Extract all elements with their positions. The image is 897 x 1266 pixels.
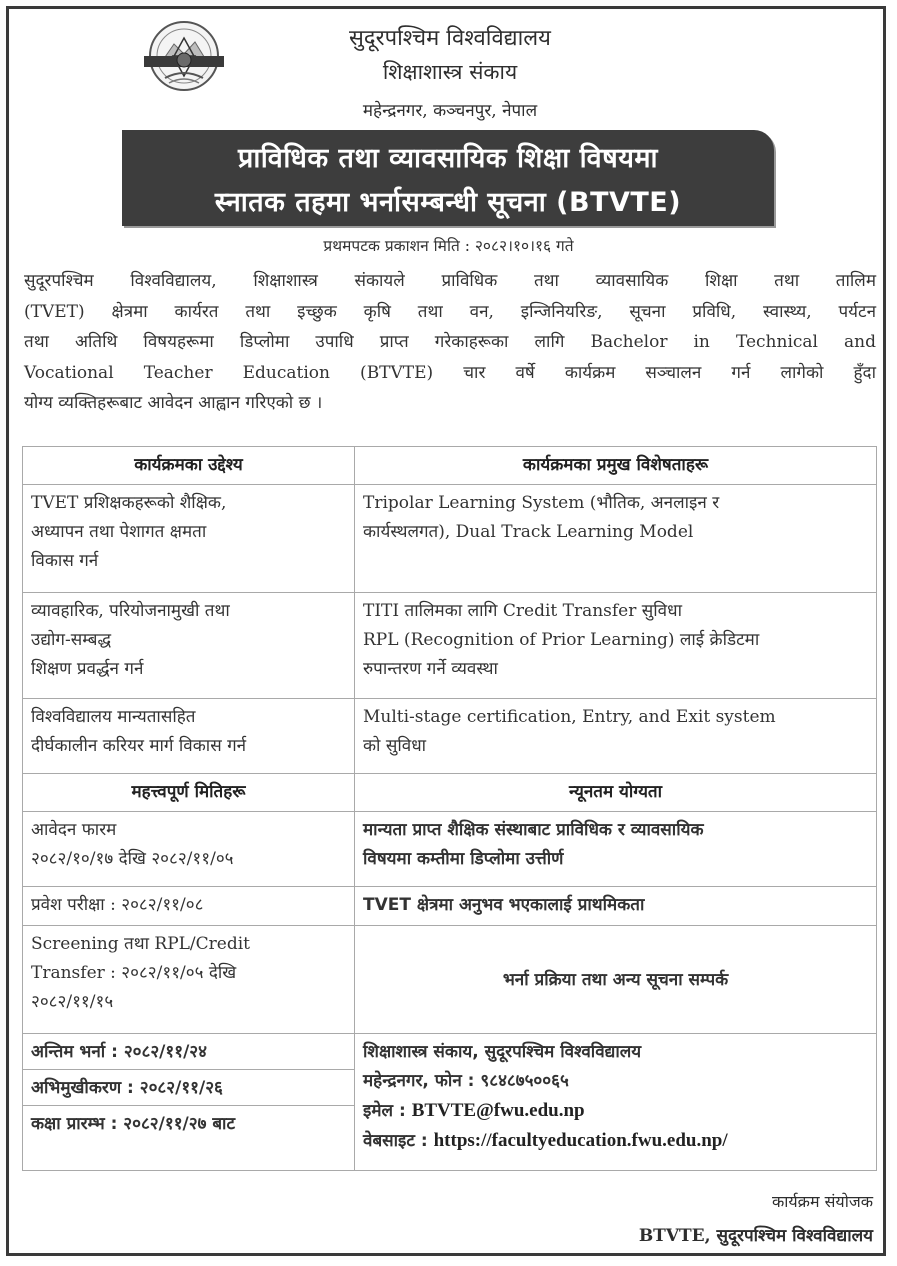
table-row <box>23 926 877 1034</box>
feature-item: Multi-stage certification, Entry, and Exit system को सुविधा <box>355 699 877 774</box>
table-row <box>23 699 877 774</box>
signatory-organization: BTVTE, सुदूरपश्चिम विश्वविद्यालय <box>638 1226 873 1246</box>
contact-phone: महेन्द्रनगर, फोन : ९८४८७५००६५ <box>363 1071 569 1091</box>
date-item-final-admission: अन्तिम भर्ना : २०८२/११/२४ <box>23 1034 355 1070</box>
date-item-screening: Screening तथा RPL/Credit Transfer : २०८२/११/०५ देखि २०८२/११/१५ <box>23 926 355 1034</box>
faculty-name: शिक्षाशास्त्र संकाय <box>382 60 518 84</box>
intro-line: (TVET) क्षेत्रमा कार्यरत तथा इच्छुक कृषि तथा वन, इन्जिनियरिङ, सूचना प्रविधि, स्वास्थ्य, पर्यटन <box>24 301 876 322</box>
important-dates-heading: महत्त्वपूर्ण मितिहरू <box>23 774 355 812</box>
publication-date: प्रथमपटक प्रकाशन मिति : २०८२।१०।१६ गते <box>323 237 574 255</box>
email-link[interactable]: BTVTE@fwu.edu.np <box>411 1100 585 1121</box>
table-row <box>23 812 877 887</box>
objectives-heading: कार्यक्रमका उद्देश्य <box>23 447 355 485</box>
notice-title-line-2: स्नातक तहमा भर्नासम्बन्धी सूचना (BTVTE) <box>214 187 682 218</box>
table-row <box>23 447 877 485</box>
features-heading: कार्यक्रमका प्रमुख विशेषताहरू <box>355 447 877 485</box>
contact-address: शिक्षाशास्त्र संकाय, सुदूरपश्चिम विश्वविद्यालय <box>363 1042 642 1062</box>
university-seal-icon <box>143 20 225 94</box>
eligibility-item: TVET क्षेत्रमा अनुभव भएकालाई प्राथमिकता <box>355 887 877 926</box>
date-item-application-form: आवेदन फारम २०८२/१०/१७ देखि २०८२/११/०५ <box>23 812 355 887</box>
contact-heading: भर्ना प्रक्रिया तथा अन्य सूचना सम्पर्क <box>355 926 877 1034</box>
table-row <box>23 593 877 699</box>
objective-item: व्यावहारिक, परियोजनामुखी तथा उद्योग-सम्बद्ध शिक्षण प्रवर्द्धन गर्न <box>23 593 355 699</box>
website-link[interactable]: https://facultyeducation.fwu.edu.np/ <box>433 1130 728 1151</box>
feature-item: TITI तालिमका लागि Credit Transfer सुविधा RPL (Recognition of Prior Learning) लाई क्रेडिटमा रुपान्तरण गर्ने व्यवस्था <box>355 593 877 699</box>
objective-item: TVET प्रशिक्षकहरूको शैक्षिक, अध्यापन तथा पेशागत क्षमता विकास गर्न <box>23 485 355 593</box>
intro-line: Vocational Teacher Education (BTVTE) चार वर्षे कार्यक्रम सञ्चालन गर्न लागेको हुँदा <box>24 362 876 383</box>
table-row <box>23 887 877 926</box>
intro-line: सुदूरपश्चिम विश्वविद्यालय, शिक्षाशास्त्र संकायले प्राविधिक तथा व्यावसायिक शिक्षा तथा तालिम <box>24 271 876 291</box>
address: महेन्द्रनगर, कञ्चनपुर, नेपाल <box>362 101 538 121</box>
date-item-orientation: अभिमुखीकरण : २०८२/११/२६ <box>23 1070 355 1106</box>
contact-website-row: वेबसाइट : https://facultyeducation.fwu.edu.np/ <box>363 1130 728 1151</box>
eligibility-item: मान्यता प्राप्त शैक्षिक संस्थाबाट प्राविधिक र व्यावसायिक विषयमा कम्तीमा डिप्लोमा उत्तीर्ण <box>355 812 877 887</box>
university-name: सुदूरपश्चिम विश्वविद्यालय <box>349 26 551 51</box>
intro-line: तथा अतिथि विषयहरूमा डिप्लोमा उपाधि प्राप्त गरेकाहरूका लागि Bachelor in Technical and <box>24 332 876 352</box>
table-row <box>23 774 877 812</box>
notice-title-line-1: प्राविधिक तथा व्यावसायिक शिक्षा विषयमा <box>237 143 659 174</box>
program-info-table <box>22 446 877 1171</box>
notice-title-banner <box>122 130 774 226</box>
contact-email-row: इमेल : BTVTE@fwu.edu.np <box>363 1100 585 1121</box>
table-row <box>23 485 877 593</box>
objective-item: विश्वविद्यालय मान्यतासहित दीर्घकालीन करियर मार्ग विकास गर्न <box>23 699 355 774</box>
feature-item: Tripolar Learning System (भौतिक, अनलाइन र कार्यस्थलगत), Dual Track Learning Model <box>355 485 877 593</box>
table-row <box>23 1034 877 1070</box>
intro-paragraph <box>24 266 876 419</box>
contact-details <box>355 1034 877 1171</box>
intro-line: योग्य व्यक्तिहरूबाट आवेदन आह्वान गरिएको छ । <box>24 393 323 413</box>
date-item-entrance-exam: प्रवेश परीक्षा : २०८२/११/०८ <box>23 887 355 926</box>
eligibility-heading: न्यूनतम योग्यता <box>355 774 877 812</box>
date-item-class-start: कक्षा प्रारम्भ : २०८२/११/२७ बाट <box>23 1106 355 1171</box>
signatory-title: कार्यक्रम संयोजक <box>771 1192 873 1211</box>
